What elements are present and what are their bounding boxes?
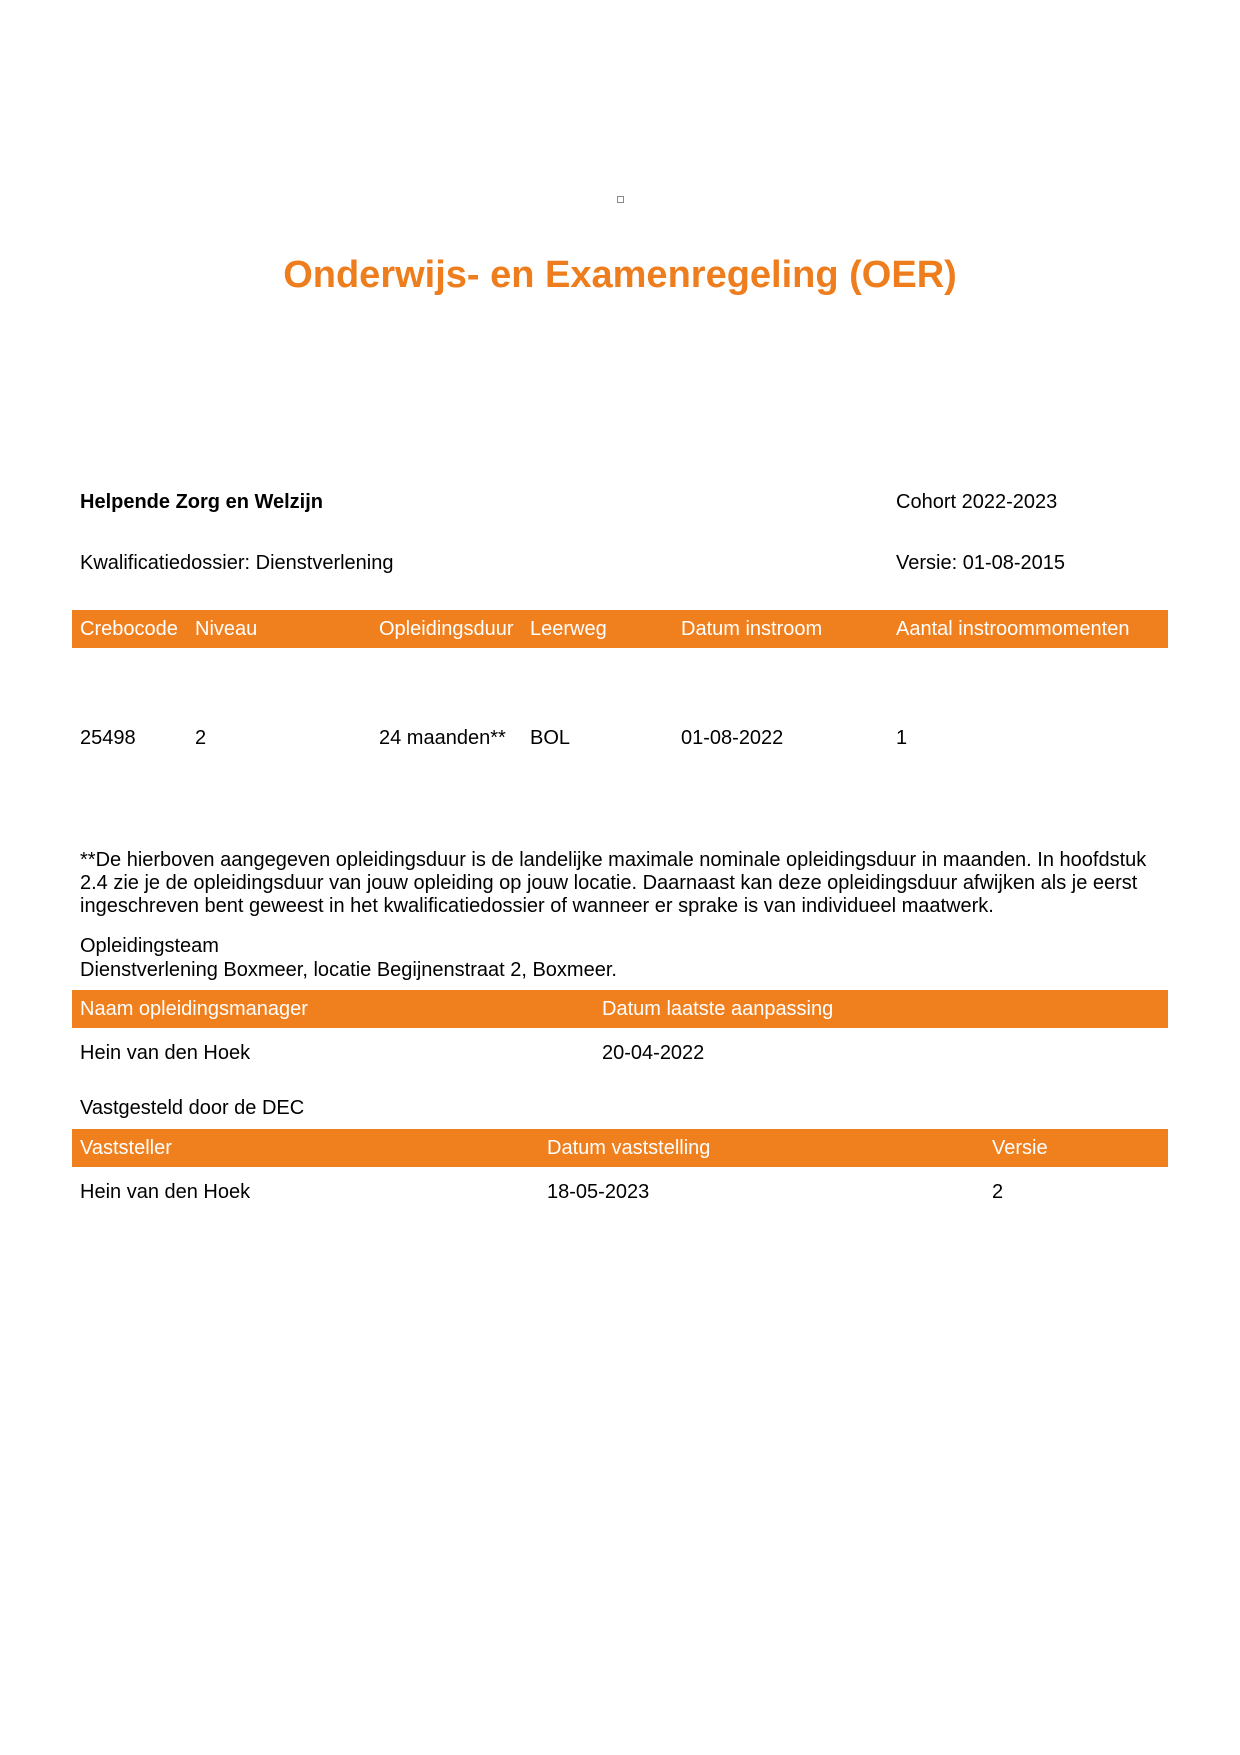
header-datum-laatste-aanpassing: Datum laatste aanpassing [602, 998, 834, 1020]
header-datum-vaststelling: Datum vaststelling [547, 1137, 711, 1159]
cell-aantal-instroommomenten: 1 [896, 727, 908, 749]
header-crebocode: Crebocode [80, 618, 178, 640]
cell-niveau: 2 [195, 727, 207, 749]
header-niveau: Niveau [195, 618, 258, 640]
cell-naam-opleidingsmanager: Hein van den Hoek [80, 1042, 251, 1064]
header-leerweg: Leerweg [530, 618, 607, 640]
cohort-label: Cohort 2022-2023 [896, 491, 1058, 513]
cell-datum-vaststelling: 18-05-2023 [547, 1181, 650, 1203]
cell-datum-instroom: 01-08-2022 [681, 727, 784, 749]
versie-label: Versie: 01-08-2015 [896, 552, 1066, 574]
cell-opleidingsduur: 24 maanden** [379, 727, 506, 749]
header-naam-opleidingsmanager: Naam opleidingsmanager [80, 998, 308, 1020]
opleidingsteam [80, 934, 617, 982]
main-table-header [72, 610, 1168, 648]
cell-leerweg: BOL [530, 727, 571, 749]
opleidingsteam-label: Opleidingsteam [80, 935, 219, 957]
header-vaststeller: Vaststeller [80, 1137, 172, 1159]
cell-versie: 2 [992, 1181, 1004, 1203]
header-datum-instroom: Datum instroom [681, 618, 823, 640]
opleidingsteam-value: Dienstverlening Boxmeer, locatie Begijnenstraat 2, Boxmeer. [80, 959, 617, 981]
header-opleidingsduur: Opleidingsduur [379, 618, 514, 640]
cell-crebocode: 25498 [80, 727, 136, 749]
placeholder-glyph [617, 196, 624, 203]
kwalificatiedossier-label: Kwalificatiedossier: Dienstverlening [80, 552, 394, 574]
dec-table-header [72, 1129, 1168, 1167]
dec-label: Vastgesteld door de DEC [80, 1097, 305, 1119]
header-aantal-instroommomenten: Aantal instroommomenten [896, 618, 1130, 640]
page-title: Onderwijs- en Examenregeling (OER) [283, 254, 957, 296]
header-versie: Versie [992, 1137, 1048, 1159]
opleidingsduur-note: **De hierboven aangegeven opleidingsduur is de landelijke maximale nominale opleidingsduur in maanden. In hoofdstuk 2.4 zie je de opleidingsduur van jouw opleiding op jouw locatie. Daarnaast kan deze opleidingsduur afwijken als je eerst ingeschreven bent geweest in het kwalificatiedossier of wanneer er sprake is van individueel maatwerk. [80, 849, 1147, 917]
cell-datum-laatste-aanpassing: 20-04-2022 [602, 1042, 705, 1064]
cell-vaststeller: Hein van den Hoek [80, 1181, 251, 1203]
manager-table-header [72, 990, 1168, 1028]
program-name: Helpende Zorg en Welzijn [80, 491, 323, 513]
